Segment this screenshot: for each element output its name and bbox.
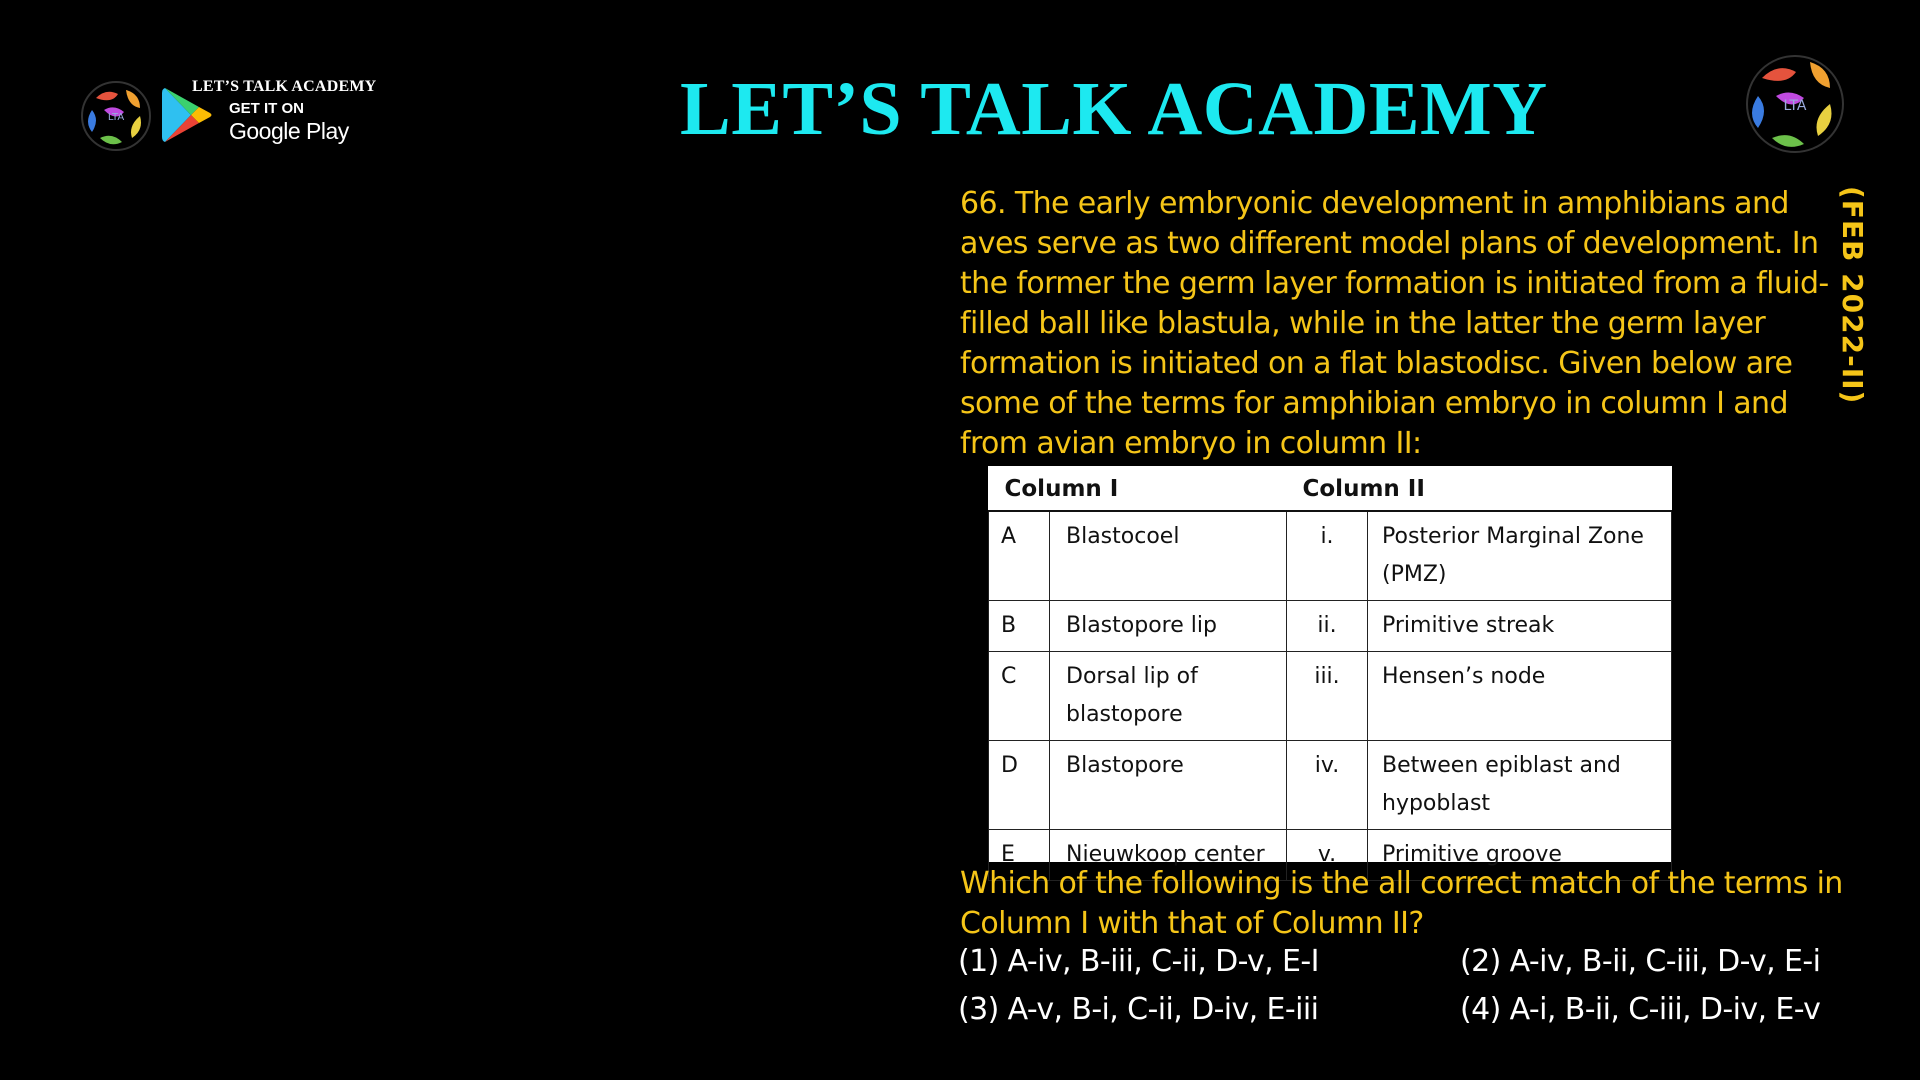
column-header: Column I (989, 466, 1287, 511)
row-desc: Primitive groove (1368, 830, 1672, 881)
row-desc: Primitive streak (1368, 601, 1672, 652)
row-roman: iv. (1287, 741, 1368, 830)
option-1[interactable]: (1) A-iv, B-iii, C-ii, D-v, E-I (958, 944, 1319, 979)
table-header-row (989, 466, 1672, 511)
row-desc: Between epiblast and hypoblast (1368, 741, 1672, 830)
row-roman: ii. (1287, 601, 1368, 652)
match-table (988, 466, 1672, 867)
row-desc: Hensen’s node (1368, 652, 1672, 741)
table-row (989, 652, 1672, 741)
option-2[interactable]: (2) A-iv, B-ii, C-iii, D-v, E-i (1460, 944, 1821, 979)
exam-tag: (FEB 2022-II) (1836, 186, 1869, 405)
table-row (989, 601, 1672, 652)
question-text: 66. The early embryonic development in amphibians and aves serve as two different model plans of development. In the former the germ layer formation is initiated from a fluid-filled ball like blastula, while in the latter the germ layer formation is initiated on a flat blastodisc. Given below are some of the terms for amphibian embryo in column I and from avian embryo in column II: (960, 186, 1829, 461)
table-row (989, 741, 1672, 830)
row-letter: B (989, 601, 1050, 652)
row-roman: v. (1287, 830, 1368, 881)
row-letter: D (989, 741, 1050, 830)
svg-text:LTA: LTA (107, 112, 125, 123)
badge-get-it-on: GET IT ON (229, 100, 304, 117)
row-desc: Posterior Marginal Zone (PMZ) (1368, 511, 1672, 601)
row-letter: A (989, 511, 1050, 601)
row-roman: i. (1287, 511, 1368, 601)
row-roman: iii. (1287, 652, 1368, 741)
badge-store-name: Google Play (229, 118, 349, 144)
svg-text:LTA: LTA (1783, 98, 1807, 114)
academy-logo-icon (1738, 48, 1852, 160)
academy-logo-icon (76, 76, 156, 156)
badge-academy-label: LET’S TALK ACADEMY (192, 78, 377, 95)
table-row (989, 511, 1672, 601)
option-3[interactable]: (3) A-v, B-i, C-ii, D-iv, E-iii (958, 992, 1319, 1027)
row-term: Blastocoel (1050, 511, 1287, 601)
column-header: Column II (1287, 466, 1672, 511)
row-letter: C (989, 652, 1050, 741)
row-term: Blastopore (1050, 741, 1287, 830)
page-title: LET’S TALK ACADEMY (680, 67, 1548, 151)
row-term: Nieuwkoop center (1050, 830, 1287, 881)
row-term: Dorsal lip of blastopore (1050, 652, 1287, 741)
row-term: Blastopore lip (1050, 601, 1287, 652)
match-prompt: Which of the following is the all correct match of the terms in Column I with that of Column II? (960, 866, 1843, 941)
option-4[interactable]: (4) A-i, B-ii, C-iii, D-iv, E-v (1460, 992, 1821, 1027)
row-letter: E (989, 830, 1050, 881)
